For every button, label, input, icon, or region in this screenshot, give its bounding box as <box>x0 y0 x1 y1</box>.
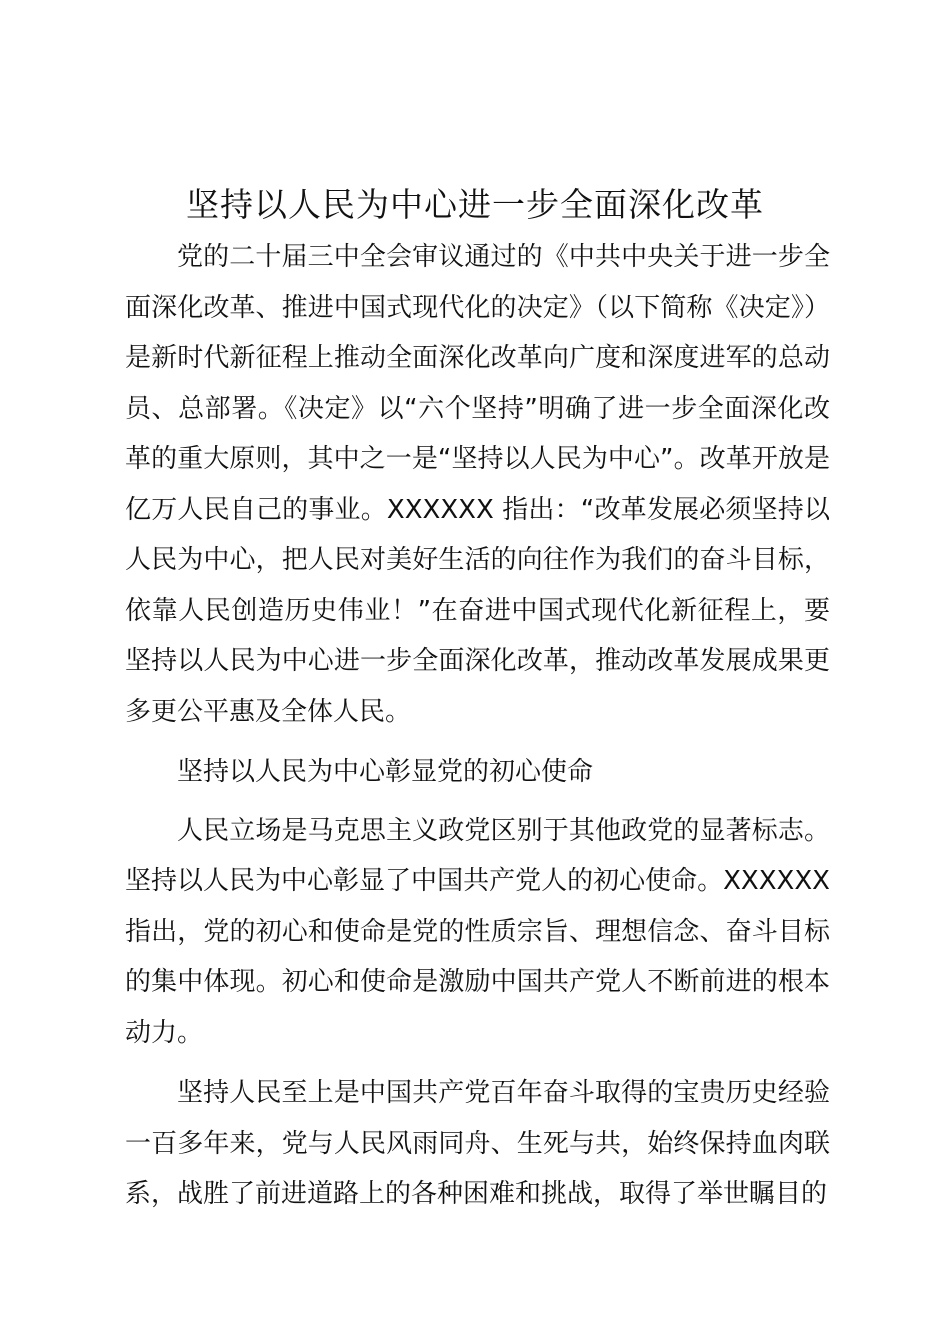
document-title: 坚持以人民为中心进一步全面深化改革 <box>186 185 764 224</box>
paragraph-people-first: 坚持人民至上是中国共产党百年奋斗取得的宝贵历史经验一百多年来，党与人民风雨同舟、生死与共，始终保持血肉联系，战胜了前进道路上的各种困难和挑战，取得了举世瞩目的 <box>125 1078 830 1209</box>
document-body <box>125 232 830 1220</box>
paragraph-people-stance: 人民立场是马克思主义政党区别于其他政党的显著标志。坚持以人民为中心彰显了中国共产党人的初心使命。XXXXXX指出，党的初心和使命是党的性质宗旨、理想信念、奋斗目标的集中体现。初心和使命是激励中国共产党人不断前进的根本动力。 <box>125 815 830 1048</box>
section-heading: 坚持以人民为中心彰显党的初心使命 <box>177 757 594 787</box>
paragraph-intro: 党的二十届三中全会审议通过的《中共中央关于进一步全面深化改革、推进中国式现代化的决定》（以下简称《决定》）是新时代新征程上推动全面深化改革向广度和深度进军的总动员、总部署。《决定》以“六个坚持”明确了进一步全面深化改革的重大原则，其中之一是“坚持以人民为中心”。改革开放是亿万人民自己的事业。XXXXXX 指出：“改革发展必须坚持以人民为中心，把人民对美好生活的向往作为我们的奋斗目标，依靠人民创造历史伟业！”在奋进中国式现代化新征程上，要坚持以人民为中心进一步全面深化改革，推动改革发展成果更多更公平惠及全体人民。 <box>125 242 830 727</box>
